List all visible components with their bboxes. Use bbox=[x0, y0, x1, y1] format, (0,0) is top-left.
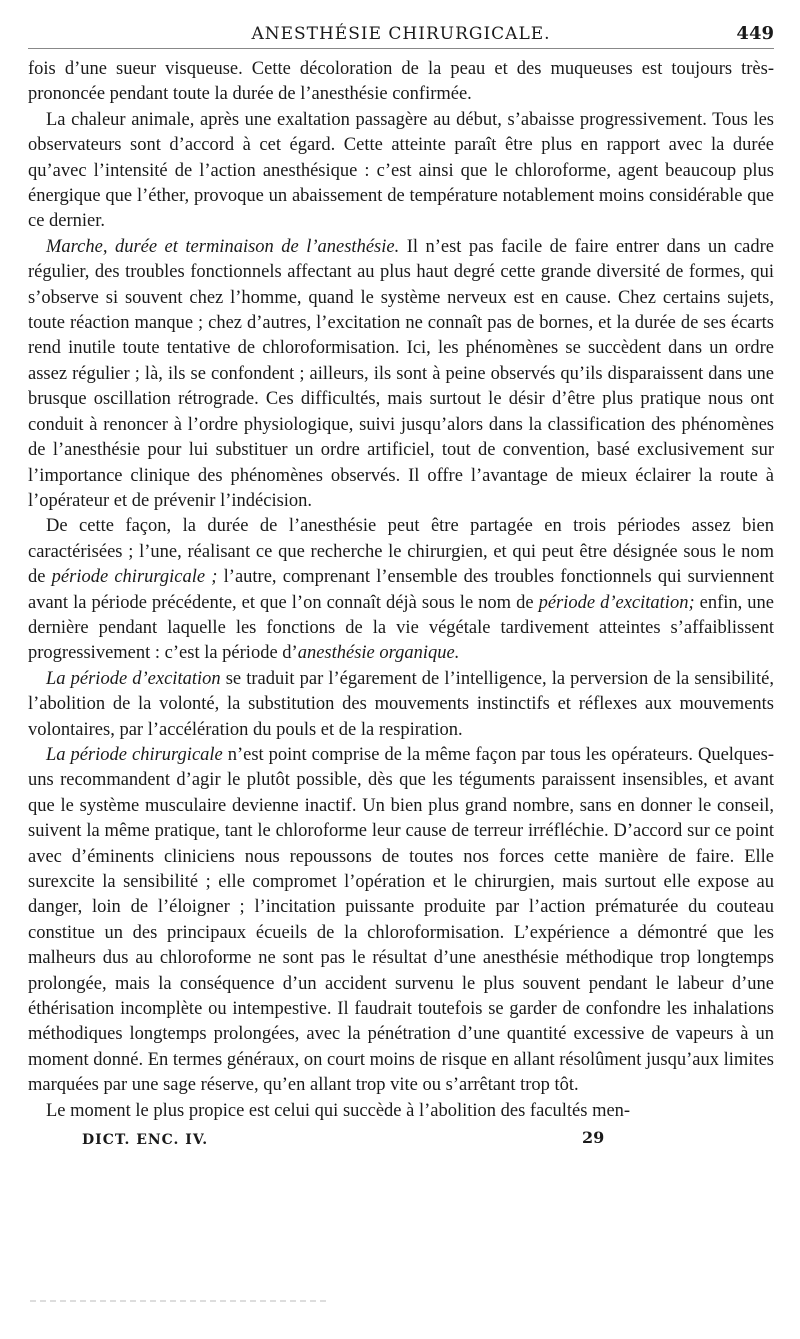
italic-text-segment: La période d’excitation bbox=[46, 668, 221, 689]
paragraph bbox=[28, 743, 774, 1099]
page-number: 449 bbox=[736, 23, 774, 44]
signature-number: 29 bbox=[582, 1128, 605, 1148]
paragraph bbox=[28, 667, 774, 743]
text-segment: fois d’une sueur visqueuse. Cette décoloration de la peau et des muqueuses est toujours très-prononcée pendant toute la durée de l’anesthésie confirmée. bbox=[28, 59, 774, 105]
paragraph bbox=[28, 108, 774, 235]
text-segment: l’autre, comprenant l’ensemble des troubles fonctionnels qui surviennent avant la période précédente, et que l’on connaît déjà sous le nom de bbox=[28, 567, 774, 613]
page-footer bbox=[28, 1128, 774, 1156]
faint-bleed-through bbox=[30, 1300, 330, 1302]
italic-text-segment: période chirurgicale ; bbox=[51, 567, 218, 588]
document-page bbox=[28, 22, 774, 1156]
paragraph bbox=[28, 57, 774, 108]
paragraph bbox=[28, 235, 774, 514]
text-segment: De cette façon, la durée de l’anesthésie peut être partagée en trois périodes assez bien caractérisées ; l’une, réalisant ce que recherche le chirurgien, et qui peut être désignée sous le nom de bbox=[28, 516, 774, 588]
italic-text-segment: Marche, durée et terminaison de l’anesthésie. bbox=[46, 236, 400, 257]
italic-text-segment: anesthésie organique. bbox=[297, 643, 460, 664]
text-segment: Il n’est pas facile de faire entrer dans un cadre régulier, des troubles fonctionnels affectant au plus haut degré cette grande diversité de formes, qui s’observe si souvent chez l’homme, quand le système nerveux est en cause. Chez certains sujets, toute réaction manque ; chez d’autres, l’excitation ne connaît pas de bornes, et la durée de ses écarts rend inutile toute tentative de chloroformisation. Ici, les phénomènes se succèdent dans un ordre assez régulier ; là, ils se confondent ; ailleurs, ils sont à peine observés qu’ils disparaissent dans une brusque oscillation rétrograde. Ces difficultés, mais surtout le désir d’être plus pratique nous ont conduit à renoncer à l’ordre physiologique, suivi jusqu’alors dans la classification des phénomènes de l’anesthésie pour lui substituer un ordre artificiel, tout de convention, basé exclusivement sur l’importance clinique des phénomènes observés. Il offre l’avantage de mieux éclairer la route à l’opérateur et de prévenir l’indécision. bbox=[28, 236, 774, 511]
italic-text-segment: période d’excitation; bbox=[538, 592, 695, 613]
text-segment: La chaleur animale, après une exaltation passagère au début, s’abaisse progressivement. Tous les observateurs sont d’accord à cet égard. Cette atteinte paraît être plus en rapport avec la durée qu’avec l’intensité de l’action anesthésique : c’est ainsi que le chloroforme, agent beaucoup plus énergique que l’éther, provoque un abaissement de température notablement moins considérable que ce dernier. bbox=[28, 109, 774, 232]
text-segment: se traduit par l’égarement de l’intelligence, la perversion de la sensibilité, l’abolition de la volonté, la substitution des mouvements instinctifs et réflexes aux mouvements volontaires, par l’accélération du pouls et de la respiration. bbox=[28, 668, 775, 740]
running-title: ANESTHÉSIE CHIRURGICALE. bbox=[251, 24, 551, 44]
text-segment: n’est point comprise de la même façon par tous les opérateurs. Quelques-uns recommandent d’agir le plutôt possible, dès que les téguments paraissent insensibles, et avant que le système musculaire devienne inactif. Un bien plus grand nombre, sans en donner le conseil, suivent la même pratique, tant le chloroforme leur cause de terreur irréfléchie. D’accord sur ce point avec d’éminents cliniciens nous repoussons de toutes nos forces cette manière de faire. Elle surexcite la sensibilité ; elle compromet l’opération et le chirurgien, mais surtout elle expose au danger, loin de l’éloigner ; l’incitation puissante produite par l’action prématurée du couteau constitue un des principaux écueils de la chloroformisation. L’expérience a démontré que les malheurs dus au chloroforme ne sont pas le résultat d’une anesthésie méthodique trop longtemps prolongée, mais la conséquence d’un accident survenu le plus souvent pendant le labeur d’une éthérisation incomplète ou intempestive. Il faudrait toutefois se garder de confondre les inhalations méthodiques longtemps prolongées, avec la pénétration d’une quantité excessive de vapeurs à un moment donné. En termes généraux, on court moins de risque en allant résolûment jusqu’aux limites marquées par une sage réserve, qu’en allant trop vite ou s’arrêtant trop tôt. bbox=[28, 744, 774, 1096]
page-header bbox=[28, 22, 774, 49]
italic-text-segment: La période chirurgicale bbox=[46, 744, 223, 765]
printer-signature: DICT. ENC. IV. bbox=[82, 1132, 209, 1149]
text-segment: Le moment le plus propice est celui qui succède à l’abolition des facultés men- bbox=[46, 1100, 631, 1121]
body-text bbox=[28, 57, 774, 1124]
paragraph bbox=[28, 514, 774, 666]
text-segment: enfin, une dernière pendant laquelle les fonctions de la vie végétale tardivement atteintes s’affaiblissent progressivement : c’est la période d’ bbox=[28, 592, 774, 664]
paragraph bbox=[28, 1099, 774, 1124]
